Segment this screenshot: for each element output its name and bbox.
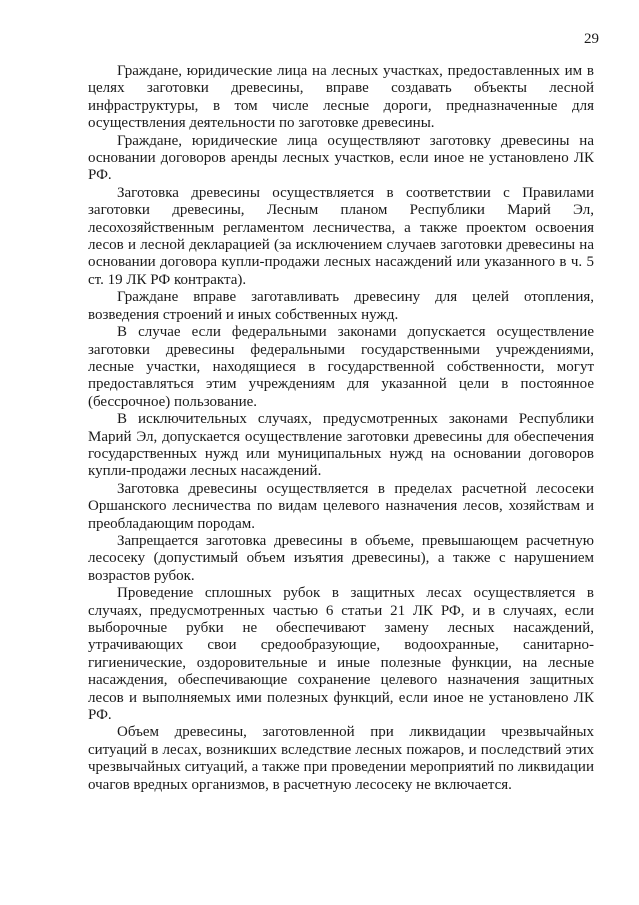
paragraph: Проведение сплошных рубок в защитных лесах осуществляется в случаях, предусмотренных частью 6 статьи 21 ЛК РФ, и в случаях, если выборочные рубки не обеспечивают замену лесных насаждений, утрачивающих свои средообразующие, водоохранные, санитарно-гигиенические, оздоровительные и иные полезные функции, на лесные насаждения, обеспечивающие сохранение целевого назначения защитных лесов и выполняемых ими полезных функций, если иное не установлено ЛК РФ. [88, 585, 594, 724]
paragraph: Граждане, юридические лица на лесных участках, предоставленных им в целях заготовки древесины, вправе создавать объекты лесной инфраструктуры, в том числе лесные дороги, предназначенные для осуществления деятельности по заготовке древесины. [88, 63, 594, 132]
paragraph: Заготовка древесины осуществляется в пределах расчетной лесосеки Оршанского лесничества по видам целевого назначения лесов, хозяйствам и преобладающим породам. [88, 480, 594, 532]
document-body [88, 63, 594, 794]
paragraph: Заготовка древесины осуществляется в соответствии с Правилами заготовки древесины, Лесным планом Республики Марий Эл, лесохозяйственным регламентом лесничества, а также проектом освоения лесов и лесной декларацией (за исключением случаев заготовки древесины на основании договора купли-продажи лесных насаждений или указанного в ч. 5 ст. 19 ЛК РФ контракта). [88, 184, 594, 288]
paragraph: В исключительных случаях, предусмотренных законами Республики Марий Эл, допускается осуществление заготовки древесины для обеспечения государственных нужд или муниципальных нужд на основании договоров купли-продажи лесных насаждений. [88, 411, 594, 480]
paragraph: Граждане вправе заготавливать древесину для целей отопления, возведения строений и иных собственных нужд. [88, 289, 594, 323]
paragraph: Запрещается заготовка древесины в объеме, превышающем расчетную лесосеку (допустимый объем изъятия древесины), а также с нарушением возрастов рубок. [88, 532, 594, 584]
paragraph: Граждане, юридические лица осуществляют заготовку древесины на основании договоров аренды лесных участков, если иное не установлено ЛК РФ. [88, 132, 594, 184]
page-number: 29 [584, 31, 599, 47]
paragraph: В случае если федеральными законами допускается осуществление заготовки древесины федеральными государственными учреждениями, лесные участки, находящиеся в государственной собственности, могут предоставляться этим учреждениям для указанной цели в постоянное (бессрочное) пользование. [88, 324, 594, 410]
paragraph: Объем древесины, заготовленной при ликвидации чрезвычайных ситуаций в лесах, возникших вследствие лесных пожаров, и последствий этих чрезвычайных ситуаций, а также при проведении мероприятий по ликвидации очагов вредных организмов, в расчетную лесосеку не включается. [88, 724, 594, 793]
